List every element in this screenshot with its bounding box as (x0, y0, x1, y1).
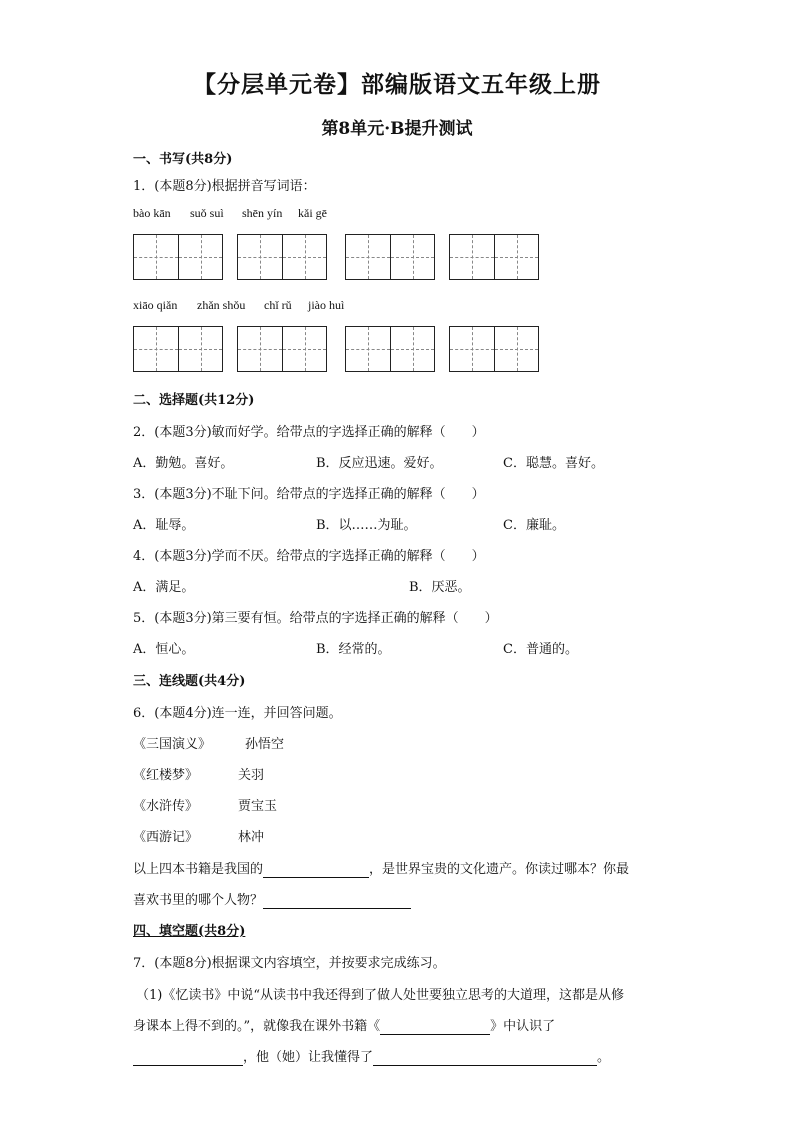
writing-grid-8[interactable] (449, 326, 539, 372)
q7-lesson-blank[interactable] (373, 1050, 597, 1066)
book-2[interactable]: 《红楼梦》 (133, 768, 199, 783)
q2-option-b[interactable]: B．反应迅速。爱好。 (316, 456, 443, 471)
writing-grid-5[interactable] (133, 326, 223, 372)
writing-grid-1[interactable] (133, 234, 223, 280)
character-2[interactable]: 关羽 (238, 768, 265, 783)
q4-option-b[interactable]: B．厌恶。 (409, 580, 471, 595)
q4-option-a[interactable]: A．满足。 (133, 580, 195, 595)
writing-grid-3[interactable] (345, 234, 435, 280)
writing-grid-2[interactable] (237, 234, 327, 280)
q5-option-c[interactable]: C．普通的。 (503, 642, 578, 657)
q3-option-c[interactable]: C．廉耻。 (503, 518, 565, 533)
q2-option-a[interactable]: A．勤勉。喜好。 (133, 456, 234, 471)
q6-text-1b: ，是世界宝贵的文化遗产。你读过哪本？你最 (369, 862, 630, 877)
pinyin-4: kǎi gē (298, 206, 327, 220)
question-2: 2．(本题3分)敏而好学。给带点的字选择正确的解释（ ） (133, 425, 485, 440)
page-title: 【分层单元卷】部编版语文五年级上册 (193, 71, 601, 98)
question-3: 3．(本题3分)不耻下问。给带点的字选择正确的解释（ ） (133, 487, 485, 502)
writing-grid-7[interactable] (345, 326, 435, 372)
q7-character-blank[interactable] (133, 1050, 243, 1066)
pinyin-1: bào kān (133, 206, 171, 220)
q2-option-c[interactable]: C．聪慧。喜好。 (503, 456, 604, 471)
pinyin-6: zhǎn shǒu (197, 298, 246, 312)
book-1[interactable]: 《三国演义》 (133, 737, 212, 752)
question-6-line-2 (133, 889, 411, 909)
pinyin-8: jiào huì (308, 298, 345, 312)
question-1: 1．(本题8分)根据拼音写词语： (133, 179, 316, 194)
character-1[interactable]: 孙悟空 (245, 737, 285, 752)
pinyin-3: shēn yín (242, 206, 283, 220)
section-heading-3: 三、连线题(共4分) (133, 674, 246, 689)
writing-grid-4[interactable] (449, 234, 539, 280)
q6-answer-blank-1[interactable] (263, 862, 369, 878)
q3-option-b[interactable]: B．以……为耻。 (316, 518, 417, 533)
q7-text-3a: ，他（她）让我懂得了 (243, 1050, 374, 1065)
q5-option-b[interactable]: B．经常的。 (316, 642, 391, 657)
q7-line-1: （1)《忆读书》中说“从读书中我还得到了做人处世要独立思考的大道理，这都是从修 (136, 988, 624, 1003)
character-4[interactable]: 林冲 (238, 830, 265, 845)
question-6: 6．(本题4分)连一连，并回答问题。 (133, 706, 342, 721)
page-subtitle: 第8单元·B提升测试 (321, 119, 473, 139)
q7-text-2a: 身课本上得不到的。”，就像我在课外书籍《 (133, 1019, 381, 1034)
q5-option-a[interactable]: A．恒心。 (133, 642, 195, 657)
q6-text-2a: 喜欢书里的哪个人物？ (133, 893, 264, 908)
pinyin-7: chǐ rǔ (264, 298, 292, 312)
q7-text-2b: 》中认识了 (490, 1019, 556, 1034)
q7-line-2 (133, 1015, 555, 1035)
book-3[interactable]: 《水浒传》 (133, 799, 199, 814)
writing-grid-6[interactable] (237, 326, 327, 372)
q6-answer-blank-2[interactable] (263, 893, 411, 909)
character-3[interactable]: 贾宝玉 (238, 799, 278, 814)
pinyin-5: xiāo qiǎn (133, 298, 178, 312)
question-7: 7．(本题8分)根据课文内容填空，并按要求完成练习。 (133, 956, 446, 971)
book-4[interactable]: 《西游记》 (133, 830, 199, 845)
q6-text-1a: 以上四本书籍是我国的 (133, 862, 264, 877)
q7-book-blank[interactable] (380, 1019, 490, 1035)
question-4: 4．(本题3分)学而不厌。给带点的字选择正确的解释（ ） (133, 549, 485, 564)
section-heading-1: 一、书写(共8分) (133, 152, 233, 167)
q7-line-3 (133, 1046, 610, 1066)
section-heading-2: 二、选择题(共12分) (133, 393, 255, 408)
question-6-line-1 (133, 858, 629, 878)
question-5: 5．(本题3分)第三要有恒。给带点的字选择正确的解释（ ） (133, 611, 498, 626)
q3-option-a[interactable]: A．耻辱。 (133, 518, 195, 533)
pinyin-2: suǒ suì (190, 206, 224, 220)
section-heading-4: 四、填空题(共8分) (133, 924, 246, 939)
q7-text-3b: 。 (597, 1050, 611, 1065)
